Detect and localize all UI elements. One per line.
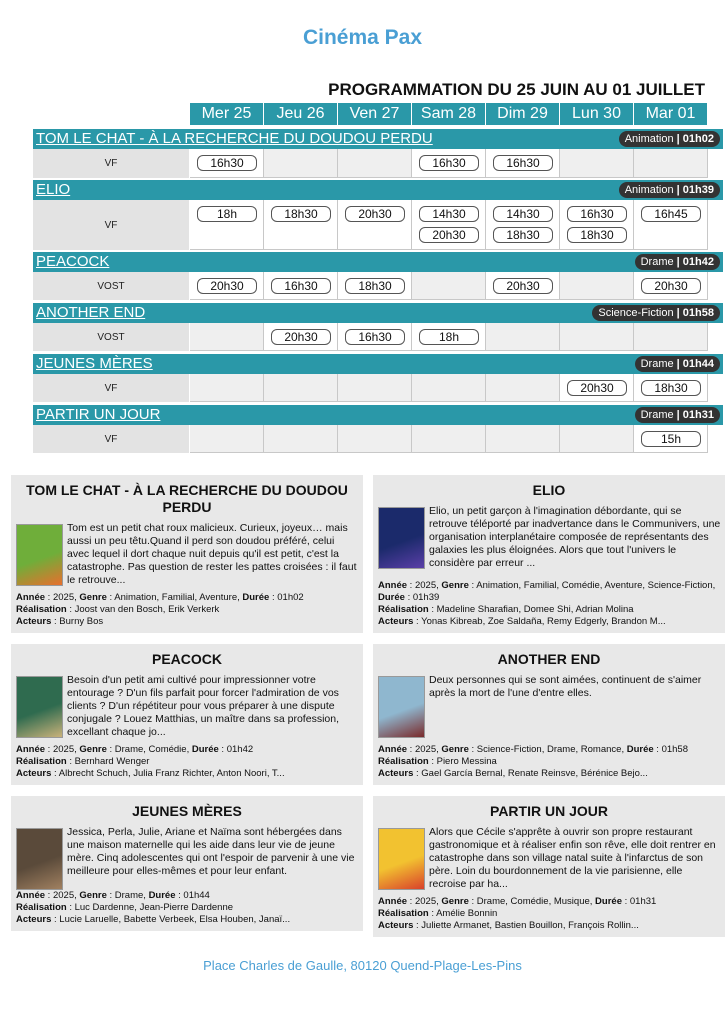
showtime-cell [190,272,264,300]
film-title-bar [33,354,723,374]
genre-label: Science-Fiction [598,307,674,319]
showtime-cell [634,425,708,453]
showtime-button[interactable]: 16h30 [419,155,479,171]
meta-actors-line [378,616,718,628]
director-value: : Joost van den Bosch, Erik Verkerk [66,604,220,615]
genre-duration-badge [635,407,720,423]
genre-value: : Science-Fiction, Drame, Romance, [468,744,627,755]
film-title-link[interactable]: ELIO [36,181,71,198]
duration-label: Durée [626,744,654,755]
card-metadata [378,580,718,628]
showtime-cell [412,374,486,402]
meta-year-genre-line [16,890,356,902]
cinema-title: Cinéma Pax [302,26,423,49]
duration-value: : 01h02 [269,592,304,603]
duration-value: : 01h39 [404,592,440,603]
genre-label: Animation [624,133,674,145]
showtime-cell [634,272,708,300]
showtime-button[interactable]: 16h30 [271,278,331,294]
showtime-button[interactable]: 18h30 [567,227,627,243]
card-synopsis: Jessica, Perla, Julie, Ariane et Naïma sont hébergées dans une maison maternelle qui les aide dans leur vie de jeune mère. Cinq adolescentes qui ont l'espoir de parvenir à une vie meilleure pour elles-mêmes et pour leur enfant. [67,826,355,877]
year-value: : 2025, [407,580,442,591]
showtime-cell [486,425,560,453]
genre-duration-badge [619,182,720,198]
year-value: : 2025, [407,896,442,907]
film-poster-image[interactable] [16,524,63,586]
language-cell: VOST [33,323,189,351]
year-value: : 2025, [45,890,80,901]
film-title-link[interactable]: PEACOCK [36,253,110,270]
genre-label: Genre [441,896,469,907]
duration-label: | 01h39 [676,184,714,196]
duration-label: Durée [191,744,219,755]
card-film-title: TOM LE CHAT - À LA RECHERCHE DU DOUDOU PERDU [26,482,348,515]
showtime-button[interactable]: 20h30 [567,380,627,396]
showtime-cell [264,272,338,300]
film-card [11,644,363,785]
meta-director-line [16,902,356,914]
programme-title: PROGRAMMATION DU 25 JUIN AU 01 JUILLET [328,80,705,99]
language-cell: VF [33,200,189,250]
duration-label: Durée [242,592,270,603]
card-metadata [16,744,356,780]
director-label: Réalisation [378,604,429,615]
duration-label: | 01h58 [676,307,714,319]
meta-year-genre-line [378,896,718,908]
card-synopsis: Deux personnes qui se sont aimées, continuent de s'aimer après la mort de l'une d'entre elles. [429,674,702,699]
year-label: Année [16,744,46,755]
genre-duration-badge [635,356,720,372]
year-label: Année [378,896,408,907]
director-label: Réalisation [378,908,429,919]
card-synopsis: Besoin d'un petit ami cultivé pour impressionner votre entourage ? D'un fils parfait pour forcer l'admiration de vos clients ? D'un répétiteur pour vous préparer à une dispute conjugale ? Louez Matthias, un maître dans sa profession, excellant chaque jo... [67,674,339,738]
year-value: : 2025, [45,592,80,603]
cinema-address: Place Charles de Gaulle, 80120 Quend-Plage-Les-Pins [203,958,522,973]
showtime-cell [486,323,560,351]
showtime-button[interactable]: 18h [197,206,257,222]
day-header: Ven 27 [338,103,411,125]
meta-actors-line [378,768,718,780]
language-cell: VOST [33,272,189,300]
showtime-cell [560,323,634,351]
showtime-button[interactable]: 20h30 [197,278,257,294]
showtime-cell [486,200,560,250]
showtime-button[interactable]: 16h30 [493,155,553,171]
genre-label: Drame [640,358,674,370]
showtime-button[interactable]: 18h30 [641,380,701,396]
film-title-link[interactable]: ANOTHER END [36,304,146,321]
actors-value: : Albrecht Schuch, Julia Franz Richter, Anton Noori, T... [51,768,285,779]
year-value: : 2025, [407,744,442,755]
film-card [11,796,363,931]
showtime-cell [560,272,634,300]
film-title-bar [33,252,723,272]
genre-label: Genre [79,744,107,755]
showtime-cell [560,374,634,402]
showtime-button[interactable]: 20h30 [641,278,701,294]
showtime-cell [338,374,412,402]
film-title-bar [33,405,723,425]
film-title-bar [33,180,723,200]
meta-year-genre-line [16,592,356,604]
day-header: Jeu 26 [264,103,337,125]
genre-value: : Drame, Comédie, [106,744,192,755]
language-cell: VF [33,425,189,453]
card-film-title: ELIO [532,482,566,498]
director-label: Réalisation [16,902,67,913]
showtime-cell [560,200,634,250]
card-metadata [16,592,356,628]
genre-label: Animation [624,184,674,196]
meta-year-genre-line [378,580,718,604]
showtime-cell [190,323,264,351]
meta-director-line [378,908,718,920]
actors-label: Acteurs [378,768,414,779]
genre-label: Genre [79,592,107,603]
duration-label: | 01h42 [676,256,714,268]
meta-year-genre-line [378,744,718,756]
showtime-cell [264,149,338,178]
card-metadata [378,744,718,780]
meta-director-line [16,756,356,768]
genre-duration-badge [635,254,720,270]
showtime-cell [338,149,412,178]
showtime-button[interactable]: 16h30 [345,329,405,345]
card-synopsis: Tom est un petit chat roux malicieux. Curieux, joyeux… mais aussi un peu têtu.Quand il perd son doudou préféré, celui avec lequel il dort chaque nuit depuis qu'il est petit, c'est la catastrophe. Pas question de rester les pattes croisées : il faut le retrouve... [67,522,357,586]
card-film-title: PARTIR UN JOUR [490,803,608,819]
film-poster-image[interactable] [16,828,63,890]
actors-value: : Lucie Laruelle, Babette Verbeek, Elsa Houben, Janaï... [51,914,291,925]
film-poster-image[interactable] [16,676,63,738]
showtime-cell [412,323,486,351]
year-value: : 2025, [45,744,80,755]
meta-actors-line [16,768,356,780]
director-value: : Piero Messina [428,756,497,767]
meta-year-genre-line [16,744,356,756]
card-film-title: PEACOCK [151,651,222,667]
showtime-button[interactable]: 18h30 [271,206,331,222]
actors-value: : Gael García Bernal, Renate Reinsve, Bérénice Bejo... [413,768,648,779]
actors-value: : Burny Bos [51,616,104,627]
day-header: Mar 01 [634,103,707,125]
actors-label: Acteurs [16,768,52,779]
card-metadata [16,890,356,926]
showtime-cell [264,323,338,351]
showtime-cell [338,200,412,250]
director-label: Réalisation [378,756,429,767]
actors-label: Acteurs [16,616,52,627]
film-title-link[interactable]: JEUNES MÈRES [36,355,153,372]
showtime-cell [190,374,264,402]
day-header: Mer 25 [190,103,263,125]
card-synopsis: Elio, un petit garçon à l'imagination débordante, qui se retrouve téléporté par inadvertance dans le Communivers, une organisation interplanétaire composée de représentants des galaxies les plus éloignées. Alors que tout l'univers le considère par erreur ... [429,505,721,569]
showtime-button[interactable]: 16h45 [641,206,701,222]
showtime-cell [264,200,338,250]
day-header: Sam 28 [412,103,485,125]
showtime-button[interactable]: 14h30 [493,206,553,222]
duration-label: Durée [148,890,176,901]
director-label: Réalisation [16,604,67,615]
showtime-cell [190,425,264,453]
language-cell: VF [33,374,189,402]
duration-label: | 01h02 [676,133,714,145]
genre-value: : Drame, [106,890,149,901]
genre-label: Drame [640,409,674,421]
year-label: Année [16,592,46,603]
film-poster-image[interactable] [378,507,425,569]
showtime-cell [190,200,264,250]
language-cell: VF [33,149,189,178]
film-title-bar [33,303,723,323]
film-title-link[interactable]: PARTIR UN JOUR [36,406,161,423]
director-value: : Bernhard Wenger [66,756,150,767]
card-film-title: JEUNES MÈRES [132,803,242,819]
day-header: Lun 30 [560,103,633,125]
card-film-title: ANOTHER END [497,651,601,667]
actors-label: Acteurs [378,920,414,931]
director-value: : Amélie Bonnin [428,908,498,919]
duration-label: Durée [378,592,405,603]
meta-actors-line [378,920,718,932]
showtime-button[interactable]: 18h30 [493,227,553,243]
actors-value: : Yonas Kibreab, Zoe Saldaña, Remy Edgerly, Brandon M... [413,616,666,627]
film-card [373,475,725,633]
genre-duration-badge [592,305,720,321]
film-card [373,796,725,937]
duration-label: | 01h44 [676,358,714,370]
day-header: Dim 29 [486,103,559,125]
actors-value: : Juliette Armanet, Bastien Bouillon, François Rollin... [413,920,639,931]
duration-value: : 01h58 [653,744,688,755]
showtime-button[interactable]: 16h30 [567,206,627,222]
genre-label: Genre [441,580,469,591]
showtime-cell [412,425,486,453]
genre-value: : Animation, Familial, Comédie, Aventure, Science-Fiction, [468,580,716,591]
showtime-cell [412,200,486,250]
showtime-cell [338,425,412,453]
showtime-button[interactable]: 20h30 [345,206,405,222]
meta-actors-line [16,914,356,926]
showtime-cell [560,425,634,453]
film-card [373,644,725,785]
showtime-cell [412,272,486,300]
duration-value: : 01h42 [218,744,254,755]
actors-label: Acteurs [378,616,414,627]
director-value: : Luc Dardenne, Jean-Pierre Dardenne [66,902,234,913]
showtime-cell [634,323,708,351]
genre-label: Genre [79,890,107,901]
showtime-button[interactable]: 18h30 [345,278,405,294]
film-poster-image[interactable] [378,676,425,738]
meta-actors-line [16,616,356,628]
showtime-cell [486,374,560,402]
duration-value: : 01h31 [621,896,657,907]
showtime-cell [634,200,708,250]
showtime-cell [486,272,560,300]
showtime-button[interactable]: 14h30 [419,206,479,222]
director-label: Réalisation [16,756,67,767]
film-card [11,475,363,633]
showtime-cell [560,149,634,178]
showtime-cell [634,149,708,178]
film-poster-image[interactable] [378,828,425,890]
showtime-button[interactable]: 15h [641,431,701,447]
film-title-link[interactable]: TOM LE CHAT - À LA RECHERCHE DU DOUDOU PERDU [36,130,433,147]
genre-value: : Drame, Comédie, Musique, [468,896,596,907]
showtime-cell [412,149,486,178]
showtime-button[interactable]: 20h30 [419,227,479,243]
duration-value: : 01h44 [175,890,210,901]
genre-label: Genre [441,744,469,755]
showtime-button[interactable]: 20h30 [271,329,331,345]
card-synopsis: Alors que Cécile s'apprête à ouvrir son propre restaurant gastronomique et à réaliser enfin son rêve, elle doit rentrer en catastrophe dans son village natal suite à l'infarctus de son père. Loin du bourdonnement de la vie parisienne, elle recroise par ha... [429,826,716,890]
showtime-cell [634,374,708,402]
director-value: : Madeline Sharafian, Domee Shi, Adrian Molina [428,604,634,615]
showtime-button[interactable]: 20h30 [493,278,553,294]
year-label: Année [16,890,46,901]
genre-value: : Animation, Familial, Aventure, [106,592,243,603]
showtime-cell [264,425,338,453]
showtime-cell [338,323,412,351]
genre-label: Drame [640,256,674,268]
showtime-button[interactable]: 18h [419,329,479,345]
meta-director-line [378,604,718,616]
year-label: Année [378,580,408,591]
card-metadata [378,896,718,932]
showtime-cell [338,272,412,300]
duration-label: Durée [595,896,622,907]
meta-director-line [378,756,718,768]
duration-label: | 01h31 [676,409,714,421]
genre-duration-badge [619,131,720,147]
showtime-cell [264,374,338,402]
showtime-cell [486,149,560,178]
film-title-bar [33,129,723,149]
showtime-cell [190,149,264,178]
year-label: Année [378,744,408,755]
meta-director-line [16,604,356,616]
showtime-button[interactable]: 16h30 [197,155,257,171]
actors-label: Acteurs [16,914,52,925]
